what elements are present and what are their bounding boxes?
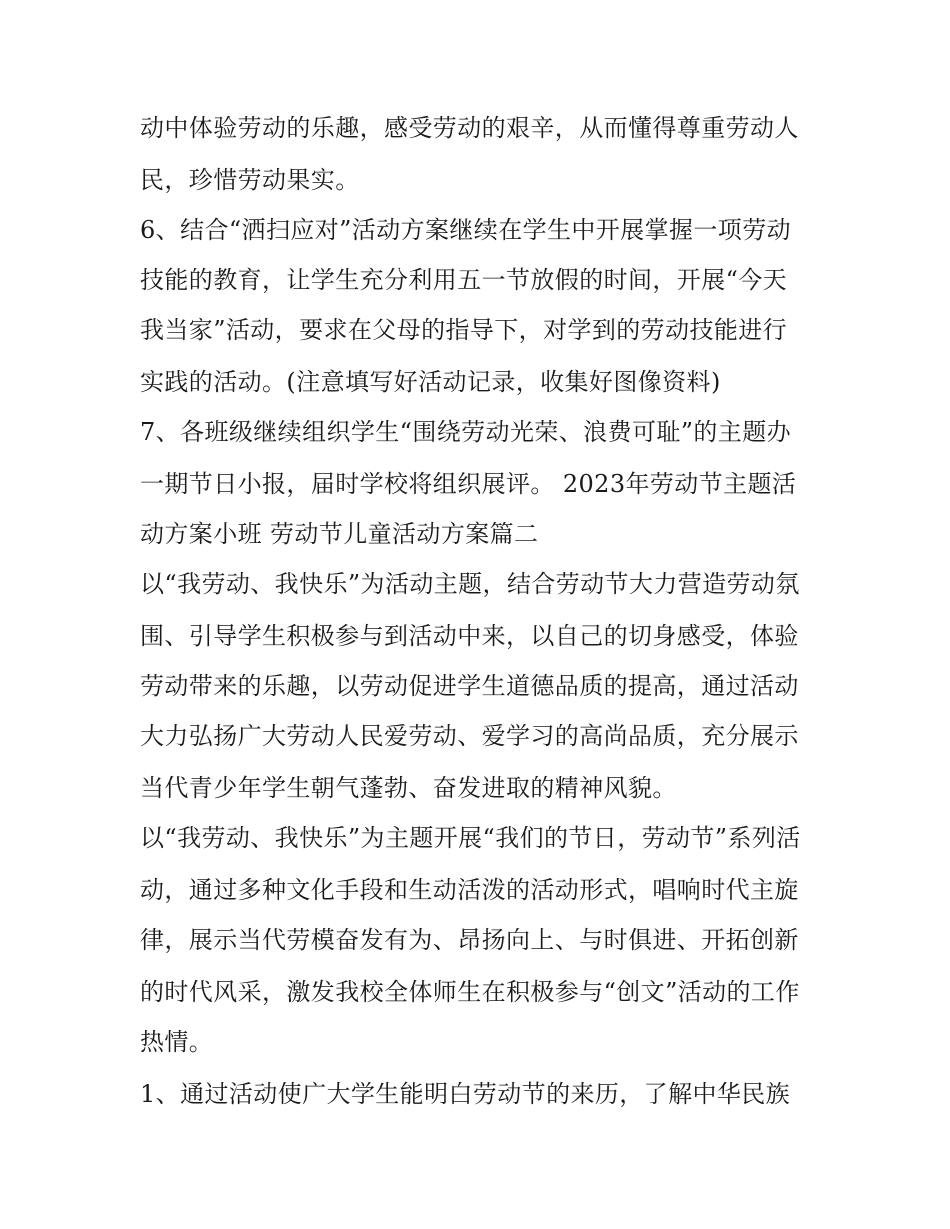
text-line: 热情。 (140, 1028, 214, 1056)
text-line: 围、引导学生积极参与到活动中来，以自己的切身感受，体验 (140, 622, 799, 650)
text-line: 大力弘扬广大劳动人民爱劳动、爱学习的高尚品质，充分展示 (140, 722, 799, 750)
text-line: 6、结合“洒扫应对”活动方案继续在学生中开展掌握一项劳动 (140, 216, 792, 244)
text-line: 7、各班级继续组织学生“围绕劳动光荣、浪费可耻”的主题办 (140, 418, 792, 446)
text-line: 1、通过活动使广大学生能明白劳动节的来历，了解中华民族 (140, 1080, 791, 1108)
text-line: 实践的活动。(注意填写好活动记录，收集好图像资料) (140, 368, 721, 396)
text-line: 以“我劳动、我快乐”为活动主题，结合劳动节大力营造劳动氛 (140, 570, 800, 598)
text-line: 的时代风采，激发我校全体师生在积极参与“创文”活动的工作 (140, 978, 800, 1006)
text-line: 当代青少年学生朝气蓬勃、奋发进取的精神风貌。 (140, 774, 677, 802)
text-line: 以“我劳动、我快乐”为主题开展“我们的节日，劳动节”系列活 (140, 824, 801, 852)
text-line: 动方案小班 劳动节儿童活动方案篇二 (140, 520, 539, 548)
text-line: 律，展示当代劳模奋发有为、昂扬向上、与时俱进、开拓创新 (140, 926, 799, 954)
text-line: 一期节日小报，届时学校将组织展评。 2023年劳动节主题活 (140, 470, 797, 498)
text-line: 我当家”活动，要求在父母的指导下，对学到的劳动技能进行 (140, 316, 788, 344)
text-line: 动，通过多种文化手段和生动活泼的活动形式，唱响时代主旋 (140, 876, 799, 904)
text-line: 劳动带来的乐趣，以劳动促进学生道德品质的提高，通过活动 (140, 672, 799, 700)
text-line: 技能的教育，让学生充分利用五一节放假的时间，开展“今天 (140, 266, 788, 294)
text-line: 民，珍惜劳动果实。 (140, 166, 360, 194)
text-line: 动中体验劳动的乐趣，感受劳动的艰辛，从而懂得尊重劳动人 (140, 114, 799, 142)
